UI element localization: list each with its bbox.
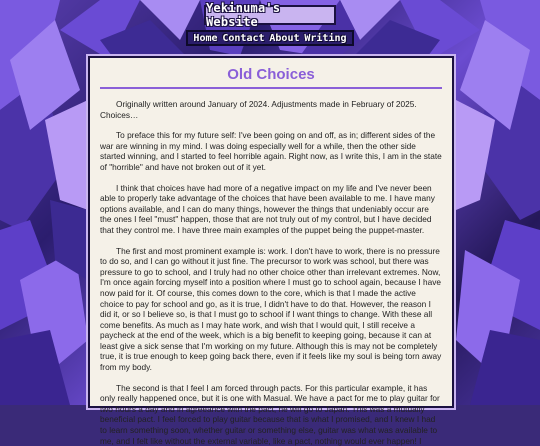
nav-about-link[interactable]: About <box>269 32 300 44</box>
nav-home-link[interactable]: Home <box>193 32 218 44</box>
article-paragraph: Originally written around January of 2024. Adjustments made in February of 2025. Choices… <box>100 99 417 120</box>
page-title: Old Choices <box>227 66 315 83</box>
site-title[interactable]: Yekinuma's Website <box>206 1 281 29</box>
site-title-banner[interactable] <box>204 1 336 29</box>
title-divider <box>100 87 442 89</box>
nav-writing-link[interactable]: Writing <box>304 32 347 44</box>
article-paragraph: The second is that I feel I am forced through pacts. For this particular example, it has only really happened once, but it is one with Masual. We have a pact for me to play guitar for two hours a day and in agreeance with the pact, he will go to Japan. This was a mutually beneficial pact. I feel forced to play guitar because that is what I promised, and I knew I had to learn something soon, whether guitar or something else, guitar was what was available to me, and I felt like without the external variable, like a pact, nothing would ever happen! I <box>100 382 440 446</box>
main-nav <box>186 30 354 46</box>
content-panel <box>88 56 454 446</box>
nav-contact-link[interactable]: Contact <box>222 32 265 44</box>
article-paragraph: I think that choices have had more of a negative impact on my life and I've never been able to properly take advantage of the choices that have been available to me. I have many options available, and I can do many things, however the things that undeniably occur are the ones I feel "must" happen, those that are not truly out of my control, but I have decided that they control me. I have three main examples of the puppet being the puppet-master. <box>100 182 435 235</box>
article-paragraph: The first and most prominent example is: work. I don't have to work, there is no pressure to do so, and I can go without it just fine. The precursor to work was school, but there was pressure to go to school, and I truly had no other choice other than irrelevant extremes. Now, I'm once again forcing myself into a position where I must go to school again, because I have now paid for it. Of course, this comes down to the core, which is that I made the active choice to pay for school and go, as it is true, I didn't have to do that. However, the reason I did it, or so I believe so, is that I must go to school if I want things to change. With these all come benefits. As much as I may hate work, and wish that I would quit, I still receive a paycheck at the end of the week, which is a big benefit to keeping going, because it can at least give a sick sense that I'm working on my future. Although this is may not be completely true, it is true enough to keep going back there, even if it feels like my soul is being torn away from my body. <box>100 245 442 373</box>
article-paragraph: To preface this for my future self: I've been going on and off, as in; different sides of the war are winning in my mind. I was doing especially well for a while, then the other side started winning, and I started to feel horrible again. Right now, as I write this, I am in the state of "horrible" and have not broken out of it yet. <box>100 130 442 172</box>
article-body <box>100 99 442 446</box>
